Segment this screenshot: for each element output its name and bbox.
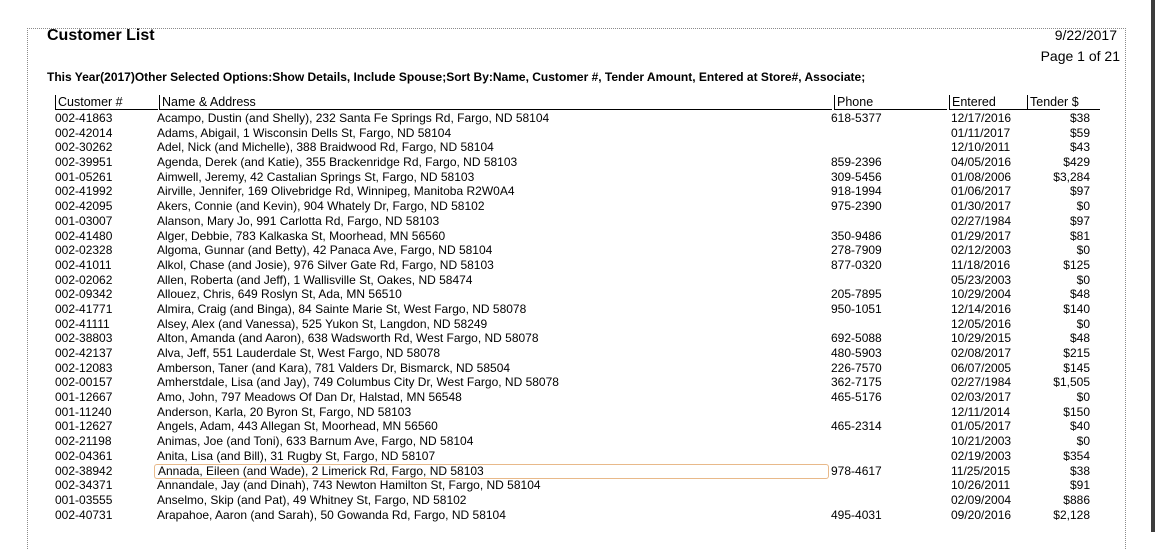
table-row[interactable]	[0, 331, 1157, 346]
entered-date-cell: 09/20/2016	[951, 507, 1012, 522]
customer-number-cell: 002-39951	[55, 155, 113, 170]
phone-cell: 480-5903	[831, 346, 882, 360]
name-address-cell: Amo, John, 797 Meadows Of Dan Dr, Halstad, MN 56548	[157, 390, 462, 405]
table-row[interactable]	[0, 390, 1157, 405]
tender-amount-cell: $0	[1076, 434, 1090, 449]
tender-amount-cell: $145	[1063, 360, 1090, 375]
entered-date-cell: 12/17/2016	[951, 111, 1012, 125]
tender-amount-cell: $140	[1063, 301, 1090, 316]
customer-number-cell: 002-41992	[55, 184, 113, 199]
phone-cell: 350-9486	[831, 228, 882, 243]
name-address-cell: Alva, Jeff, 551 Lauderdale St, West Fargo, ND 58078	[157, 346, 441, 360]
entered-date-cell: 12/14/2016	[951, 301, 1012, 316]
entered-date-cell: 02/19/2003	[951, 448, 1012, 463]
table-row[interactable]	[0, 140, 1157, 155]
customer-number-cell: 002-40731	[55, 507, 113, 522]
customer-number-cell: 002-21198	[55, 434, 112, 449]
tender-amount-cell: $125	[1063, 257, 1090, 272]
phone-cell: 205-7895	[831, 287, 882, 302]
customer-number-cell: 002-30262	[55, 140, 113, 155]
phone-cell: 859-2396	[831, 155, 882, 170]
entered-date-cell: 10/29/2015	[951, 331, 1012, 346]
customer-number-cell: 002-04361	[55, 448, 113, 463]
entered-date-cell: 01/30/2017	[951, 199, 1012, 214]
name-address-cell: Anderson, Karla, 20 Byron St, Fargo, ND 58103	[157, 404, 412, 419]
entered-date-cell: 04/05/2016	[951, 155, 1012, 170]
entered-date-cell: 06/07/2005	[951, 360, 1012, 375]
name-address-cell: Annandale, Jay (and Dinah), 743 Newton Hamilton St, Fargo, ND 58104	[157, 478, 541, 493]
entered-date-cell: 01/05/2017	[951, 419, 1012, 434]
entered-date-cell: 11/18/2016	[951, 257, 1011, 272]
tender-amount-cell: $38	[1069, 111, 1090, 125]
customer-number-cell: 002-41771	[55, 301, 113, 316]
table-row[interactable]	[0, 317, 1157, 332]
entered-date-cell: 12/10/2011	[951, 140, 1011, 155]
customer-number-cell: 002-41011	[55, 257, 112, 272]
tender-amount-cell: $0	[1076, 243, 1090, 258]
report-title: Customer List	[47, 27, 155, 44]
tender-amount-cell: $886	[1063, 492, 1090, 507]
name-address-cell: Annada, Eileen (and Wade), 2 Limerick Rd, Fargo, ND 58103	[154, 464, 829, 479]
name-address-cell: Alger, Debbie, 783 Kalkaska St, Moorhead, MN 56560	[157, 228, 446, 243]
entered-date-cell: 02/03/2017	[951, 390, 1012, 405]
name-address-cell: Angels, Adam, 443 Allegan St, Moorhead, MN 56560	[157, 419, 438, 434]
phone-cell: 495-4031	[831, 507, 882, 522]
table-row[interactable]	[0, 419, 1157, 434]
table-row[interactable]	[0, 229, 1157, 244]
tender-amount-cell: $59	[1069, 125, 1090, 140]
entered-date-cell: 02/09/2004	[951, 492, 1012, 507]
customer-number-cell: 001-11240	[55, 404, 112, 419]
customer-number-cell: 002-42014	[55, 125, 113, 140]
table-row[interactable]	[0, 434, 1157, 449]
customer-number-cell: 002-00157	[55, 375, 113, 390]
name-address-cell: Alsey, Alex (and Vanessa), 525 Yukon St, Langdon, ND 58249	[157, 316, 488, 331]
name-address-cell: Arapahoe, Aaron (and Sarah), 50 Gowanda Rd, Fargo, ND 58104	[157, 507, 506, 522]
tender-amount-cell: $0	[1076, 199, 1090, 214]
tender-amount-cell: $354	[1063, 448, 1090, 463]
table-row[interactable]	[0, 258, 1157, 273]
table-row[interactable]	[0, 361, 1157, 376]
tender-amount-cell: $215	[1063, 346, 1090, 360]
entered-date-cell: 01/29/2017	[951, 228, 1012, 243]
table-row[interactable]	[0, 405, 1157, 420]
phone-cell: 618-5377	[831, 111, 882, 125]
tender-amount-cell: $3,284	[1053, 169, 1090, 184]
column-header-tender: Tender $	[1027, 95, 1100, 110]
tender-amount-cell: $150	[1063, 404, 1090, 419]
tender-amount-cell: $48	[1069, 287, 1090, 302]
page-number: Page 1 of 21	[1040, 48, 1120, 64]
tender-amount-cell: $38	[1069, 463, 1090, 478]
customer-number-cell: 002-41480	[55, 228, 113, 243]
phone-cell: 978-4617	[831, 463, 882, 478]
table-row[interactable]	[0, 449, 1157, 464]
column-header-phone: Phone	[834, 95, 947, 110]
phone-cell: 278-7909	[831, 243, 882, 258]
customer-number-cell: 002-41863	[55, 111, 113, 125]
column-header-customer: Customer #	[55, 95, 158, 110]
phone-cell: 362-7175	[831, 375, 882, 390]
name-address-cell: Acampo, Dustin (and Shelly), 232 Santa Fe Springs Rd, Fargo, ND 58104	[157, 111, 550, 125]
tender-amount-cell: $429	[1063, 155, 1090, 170]
column-header-name: Name & Address	[159, 95, 832, 110]
name-address-cell: Adel, Nick (and Michelle), 388 Braidwood Rd, Fargo, ND 58104	[157, 140, 494, 155]
tender-amount-cell: $48	[1069, 331, 1090, 346]
customer-number-cell: 002-02328	[55, 243, 113, 258]
tender-amount-cell: $1,505	[1053, 375, 1090, 390]
report-date: 9/22/2017	[1054, 27, 1117, 43]
tender-amount-cell: $0	[1076, 316, 1090, 331]
report-options: This Year(2017)Other Selected Options:Show Details, Include Spouse;Sort By:Name, Customer #, Tender Amount, Entered at Store#, Associate;	[47, 70, 866, 84]
name-address-cell: Animas, Joe (and Toni), 633 Barnum Ave, Fargo, ND 58104	[157, 434, 474, 449]
table-row[interactable]	[0, 287, 1157, 302]
entered-date-cell: 01/08/2006	[951, 169, 1012, 184]
name-address-cell: Algoma, Gunnar (and Betty), 42 Panaca Ave, Fargo, ND 58104	[157, 243, 493, 258]
phone-cell: 692-5088	[831, 331, 882, 346]
table-row[interactable]	[0, 184, 1157, 199]
table-row[interactable]	[0, 111, 1157, 126]
phone-cell: 950-1051	[831, 301, 882, 316]
table-row[interactable]	[0, 464, 1157, 479]
customer-number-cell: 001-12627	[55, 419, 113, 434]
table-row[interactable]	[0, 170, 1157, 185]
tender-amount-cell: $40	[1069, 419, 1090, 434]
customer-table	[0, 111, 1157, 522]
name-address-cell: Alanson, Mary Jo, 991 Carlotta Rd, Fargo, ND 58103	[157, 213, 440, 228]
customer-number-cell: 002-42137	[55, 346, 113, 360]
phone-cell: 309-5456	[831, 169, 882, 184]
table-row[interactable]	[0, 302, 1157, 317]
name-address-cell: Anselmo, Skip (and Pat), 49 Whitney St, Fargo, ND 58102	[157, 492, 467, 507]
tender-amount-cell: $81	[1069, 228, 1090, 243]
entered-date-cell: 01/11/2017	[951, 125, 1011, 140]
tender-amount-cell: $0	[1076, 272, 1090, 287]
entered-date-cell: 02/08/2017	[951, 346, 1012, 360]
table-row[interactable]	[0, 273, 1157, 288]
entered-date-cell: 10/29/2004	[951, 287, 1012, 302]
customer-number-cell: 002-41111	[55, 316, 110, 331]
table-row[interactable]	[0, 346, 1157, 361]
tender-amount-cell: $91	[1069, 478, 1090, 493]
name-address-cell: Adams, Abigail, 1 Wisconsin Dells St, Fargo, ND 58104	[157, 125, 452, 140]
entered-date-cell: 10/26/2011	[951, 478, 1011, 493]
tender-amount-cell: $2,128	[1053, 507, 1090, 522]
name-address-cell: Almira, Craig (and Binga), 84 Sainte Marie St, West Fargo, ND 58078	[157, 301, 527, 316]
name-address-cell: Alton, Amanda (and Aaron), 638 Wadsworth Rd, West Fargo, ND 58078	[157, 331, 539, 346]
name-address-cell: Agenda, Derek (and Katie), 355 Brackenridge Rd, Fargo, ND 58103	[157, 155, 518, 170]
phone-cell: 877-0320	[831, 257, 882, 272]
name-address-cell: Allen, Roberta (and Jeff), 1 Wallisville St, Oakes, ND 58474	[157, 272, 473, 287]
entered-date-cell: 12/05/2016	[951, 316, 1012, 331]
tender-amount-cell: $97	[1069, 213, 1090, 228]
table-row[interactable]	[0, 155, 1157, 170]
customer-number-cell: 002-09342	[55, 287, 113, 302]
phone-cell: 226-7570	[831, 360, 882, 375]
phone-cell: 465-2314	[831, 419, 882, 434]
tender-amount-cell: $97	[1069, 184, 1090, 199]
name-address-cell: Airville, Jennifer, 169 Olivebridge Rd, Winnipeg, Manitoba R2W0A4	[157, 184, 515, 199]
entered-date-cell: 02/27/1984	[951, 213, 1012, 228]
entered-date-cell: 12/11/2014	[951, 404, 1011, 419]
table-row[interactable]	[0, 493, 1157, 508]
phone-cell: 918-1994	[831, 184, 882, 199]
entered-date-cell: 11/25/2015	[951, 463, 1011, 478]
table-row[interactable]	[0, 126, 1157, 141]
name-address-cell: Alkol, Chase (and Josie), 976 Silver Gate Rd, Fargo, ND 58103	[157, 257, 494, 272]
customer-number-cell: 001-03007	[55, 213, 113, 228]
phone-cell: 465-5176	[831, 390, 882, 405]
table-row[interactable]	[0, 243, 1157, 258]
name-address-cell: Aimwell, Jeremy, 42 Castalian Springs St, Fargo, ND 58103	[157, 169, 475, 184]
column-header-entered: Entered	[949, 95, 1027, 110]
customer-number-cell: 002-38942	[55, 463, 113, 478]
name-address-cell: Akers, Connie (and Kevin), 904 Whately Dr, Fargo, ND 58102	[157, 199, 485, 214]
name-address-cell: Allouez, Chris, 649 Roslyn St, Ada, MN 56510	[157, 287, 402, 302]
entered-date-cell: 01/06/2017	[951, 184, 1012, 199]
customer-number-cell: 001-05261	[55, 169, 113, 184]
table-row[interactable]	[0, 375, 1157, 390]
table-row[interactable]	[0, 478, 1157, 493]
name-address-cell: Amberson, Taner (and Kara), 781 Valders Dr, Bismarck, ND 58504	[157, 360, 511, 375]
phone-cell: 975-2390	[831, 199, 882, 214]
entered-date-cell: 05/23/2003	[951, 272, 1012, 287]
customer-number-cell: 002-12083	[55, 360, 113, 375]
entered-date-cell: 02/27/1984	[951, 375, 1012, 390]
table-row[interactable]	[0, 214, 1157, 229]
tender-amount-cell: $43	[1069, 140, 1090, 155]
name-address-cell: Amherstdale, Lisa (and Jay), 749 Columbus City Dr, West Fargo, ND 58078	[157, 375, 559, 390]
table-row[interactable]	[0, 199, 1157, 214]
customer-number-cell: 002-42095	[55, 199, 113, 214]
customer-number-cell: 001-03555	[55, 492, 113, 507]
table-row[interactable]	[0, 508, 1157, 523]
customer-number-cell: 002-02062	[55, 272, 113, 287]
name-address-cell: Anita, Lisa (and Bill), 31 Rugby St, Fargo, ND 58107	[157, 448, 436, 463]
entered-date-cell: 10/21/2003	[951, 434, 1012, 449]
entered-date-cell: 02/12/2003	[951, 243, 1012, 258]
customer-number-cell: 002-38803	[55, 331, 113, 346]
customer-number-cell: 001-12667	[55, 390, 113, 405]
tender-amount-cell: $0	[1076, 390, 1090, 405]
customer-number-cell: 002-34371	[55, 478, 113, 493]
